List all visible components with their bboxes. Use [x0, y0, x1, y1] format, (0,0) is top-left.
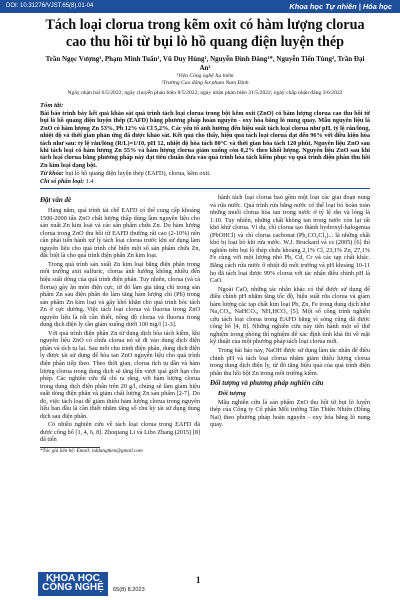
- body-paragraph: Ngoài CaO, những tác nhân khác có thể được sử dụng để điều chỉnh pH nhằm tăng tốc độ, hiệu suất rửa clorua và giảm hàm lượng các tạp chất kim loại Pb, Zn, Fe trong dung dịch như Na₂CO₃, NaHCO₃, NH₄HCO₃ [5]. Một số công trình nghiên cứu tách loại clorua trong EAFD bằng vì sóng cũng đã được công bố [4, 8]. Những nghiên cứu này tiến hành một số thử nghiệm trong phòng thí nghiệm để xác định tính khả thi về mặt kỹ thuật của một phương pháp tách loại clorua mới.: [210, 285, 370, 346]
- methods-heading: Đối tượng và phương pháp nghiên cứu: [210, 379, 324, 388]
- intro-paragraph: Hàng năm, quá trình tái chế EAFD có thể cung cấp khoảng 1500-2000 tấn ZnO chất lượng thấp dùng làm nguyên liệu cho sản xuất Zn kim loại và các sản phẩm chứa Zn. Do hàm lượng clorua trong ZnO thu hồi từ EAFD thường rất cao (2-10%) nên cần phải tiến hành xử lý tách loại clorua trước khi sử dụng làm nguyên liệu cho quá trình chế biến một số sản phẩm chứa Zn, đặc biệt là cho quá trình điện phân Zn kim loại.: [40, 207, 200, 260]
- keywords-line: [40, 170, 370, 177]
- page-number: 1: [196, 575, 201, 585]
- author-list: Trần Ngọc Vượng¹, Phạm Minh Tuấn¹, Vũ Duy Hùng¹, Nguyễn Đình Đăng¹*, Nguyễn Tiến Tùng², Trần Đại An²: [45, 55, 365, 72]
- left-column: [40, 194, 200, 454]
- page-footer: [0, 558, 400, 600]
- methods-paragraph: Mẫu nghiên cứu là sản phẩm ZnO thu hồi từ bụi lò luyện thép của Công ty Cổ phần Môi trường Tân Thiên Nhiên (Đồng Nai) theo phương pháp hoàn nguyên - oxy hóa bằng lò nung quay.: [210, 398, 370, 429]
- keywords-label: Từ khóa:: [40, 170, 64, 178]
- keywords-text: bụi lò hồ quang điện luyện thép (EAFD), clorua, kẽm oxit.: [63, 170, 211, 178]
- intro-paragraph: Có nhiều nghiên cứu về tách loại clorua trong EAFD đã được công bố [1, 4, 6, 8]. Zhoqiang Li và Libo Zhang (2015) [8] đã tiến: [40, 421, 200, 444]
- body-paragraph: hành tách loại clorua bao gồm một loạt các giai đoạn nung và rửa nước. Quá trình rửa bằng nước có thể loại bỏ hoàn toàn những muối clorua hòa tan trong nước ở tỷ lệ rắn và lỏng là 1:10. Tuy nhiên, những chất không tan trong nước còn lại rất khó khử clorua. Ví dụ, chì clorua tạo thành hydroxyl-halogenua (PbOHCl) và chì clorua cacbonat (Pb₂CO₃Cl₂)... là những chất khó bị loại bỏ khi rửa nước. W.J. Bruckard và cs (2005) [6] thì nghiên trên bụi lò thép chứa khoảng 2,1% Cl, 23,1% Zn, 27,1% Fe cùng với một lượng nhỏ Pb, Cd, Cr và các tạp chất khác. Bằng cách rửa nước ở nhiệt độ môi trường và pH khoảng 10-11 họ đã tách loại được 99% clorua với tác nhân điều chỉnh pH là CaO.: [210, 194, 370, 285]
- article-page: [40, 17, 370, 455]
- classification-label: Chỉ số phân loại:: [40, 177, 85, 185]
- abstract-label: Tóm tắt:: [40, 102, 64, 109]
- classification-value: 1.4: [84, 177, 94, 185]
- affiliation-1: ¹Viện Công nghệ Xạ hiếm: [176, 73, 234, 79]
- logo-line-1: KHOA HỌC: [45, 573, 101, 584]
- intro-paragraph: Trong quá trình sản xuất Zn kim loại bằng điện phân trong môi trường axit sulfuric, clorua ảnh hưởng không nhiều đến hiệu suất dòng của quá trình điện phân. Tuy nhiên, clorua (và cả florua) gây ăn mòn điện cực, từ đó làm gia tăng chì trong sản phẩm Zn sau điện phân do làm tăng hàm lượng chì (Pb) trong sản phẩm Zn kim loại và gây khó khăn cho quá trình bóc tách Zn ở cực dương. Việc tách loại clorua và fluorua trong ZnO nguyên liệu là rất cần thiết, nồng độ clorua và fluorua trong dung dịch điện ly cần giảm xuống dưới 100 mg/l [1-3].: [40, 260, 200, 329]
- article-title: Tách loại clorua trong kẽm oxit có hàm lượng clorua cao thu hồi từ bụi lò hồ quang điện luyện thép: [45, 17, 365, 50]
- methods-subheading: Đối tượng: [218, 390, 246, 398]
- journal-header-bar: [0, 0, 400, 13]
- doi-text: DOI: 10.31276/VJST.65(8).01-04: [6, 3, 94, 9]
- corresponding-author-footnote: *Tác giả liên hệ: Email: nddangtken@gmail.com: [40, 447, 143, 454]
- submission-dates: Ngày nhận bài 6/5/2022; ngày chuyển phản biện 8/5/2022; ngày nhận phản biện 31/5/2022; ngày chấp nhận đăng 3/6/2022: [67, 90, 343, 96]
- classification-line: [40, 178, 370, 185]
- logo-line-2: CÔNG NGHỆ: [42, 582, 104, 593]
- journal-section-label: Khoa học Tự nhiên | Hóa học: [289, 2, 392, 11]
- right-column: [210, 194, 370, 454]
- intro-heading: Đặt vấn đề: [40, 196, 72, 205]
- section-divider: [40, 188, 370, 189]
- issue-number: 65(8) 8.2023: [113, 587, 145, 593]
- affiliation-2: ²Trường Cao đẳng Sư phạm Nam Định: [161, 80, 249, 86]
- intro-paragraph: Với quá trình điện phân Zn từ dung dịch hòa tách kiềm, khi nguyên liệu ZnO có chứa clorua nó sẽ đi vào dung dịch điện phân và tích tụ lại. Sau mỗi chu trình điện phân, dung dịch điện ly được tái sử dụng để hòa tan ZnO nguyên liệu cho quá trình điện phân tiếp theo. Theo thời gian, clorua tích tụ dần và hàm lượng clorua trong dung dịch sẽ tăng lên vượt quá giới hạn cho phép. Các nghiên cứu đã chỉ ra rằng, với hàm lượng clorua trong dung dịch điện phân trên 20 g/l, chúng sẽ làm giảm hiệu suất dòng điện phân và giảm chất lượng Zn sản phẩm [2-7]. Do đó, việc tách loại để giảm thiểu hàm lượng clorua trong nguyên liệu ban đầu là cần thiết nhằm tăng số chu kỳ tái sử dụng dung dịch sau điện phân.: [40, 329, 200, 420]
- abstract-text: Bài báo trình bày kết quả khảo sát quá trình tách loại clorua trong bột kẽm oxit (ZnO) có hàm lượng clorua cao thu hồi từ bụi lò hồ quang điện luyện thép (EAFD) bằng phương pháp hoàn nguyên - oxy hóa bằng lò nung quay. Mẫu nguyên liệu là ZnO có hàm lượng Zn 53%, Pb 12% và Cl 5,2%. Các yếu tố ảnh hưởng đến hiệu suất tách loại clorua như pH, tỷ lệ rắn/lỏng, nhiệt độ và thời gian phản ứng đã được khảo sát. Kết quả cho thấy, hiệu quả tách loại clorua đạt đến 96% với điều kiện hòa tách như sau: tỷ lệ rắn/lỏng (R/L)=1/10, pH 12, nhiệt độ hòa tách 80°C và thời gian hòa tách 120 phút. Nguyên liệu ZnO sau khi tách loại có hàm lượng Zn 55% và hàm lượng clorua giảm xuống còn 0,2% theo khối lượng. Nguyên liệu ZnO sau khi tách loại clorua bằng phương pháp này đạt tiêu chuẩn đưa vào quá trình hòa tách kiềm phục vụ quá trình điện phân thu hồi Zn kim loại dạng bột.: [40, 110, 370, 169]
- journal-logo: [38, 572, 108, 596]
- body-paragraph: Trong bài báo này, NaOH được sử dụng làm tác nhân để điều chỉnh pH và tách loại clorua nhằm giảm thiểu lượng clorua trong dung dịch điện ly, từ đó tăng hiệu quả của quá trình điện phân thu hồi bột Zn trong môi trường kiềm.: [210, 347, 370, 377]
- body-columns: [40, 194, 370, 454]
